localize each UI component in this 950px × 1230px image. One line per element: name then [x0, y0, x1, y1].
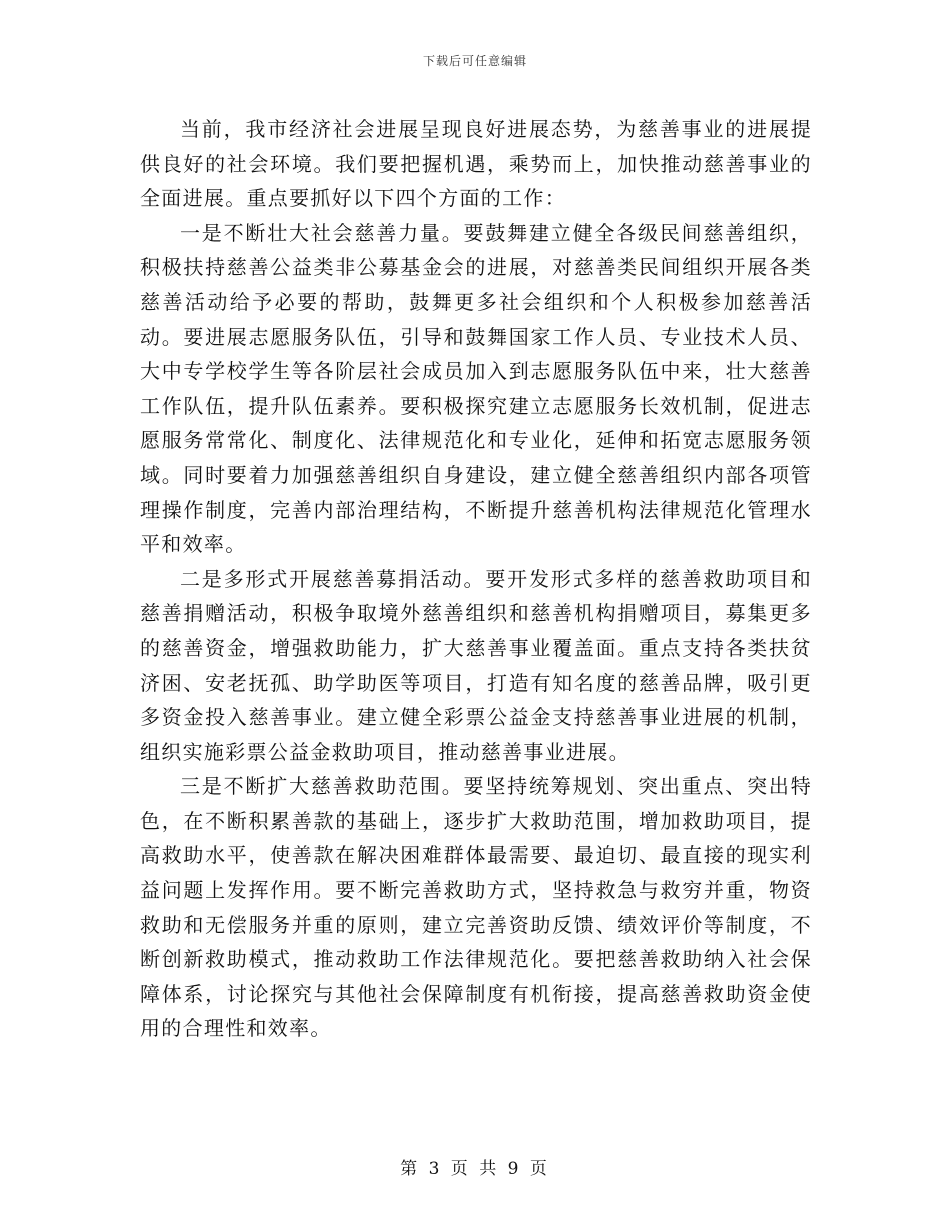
- paragraph-point-one: 一是不断壮大社会慈善力量。要鼓舞建立健全各级民间慈善组织，积极扶持慈善公益类非公募基金会的进展，对慈善类民间组织开展各类慈善活动给予必要的帮助，鼓舞更多社会组织和个人积极参加慈善活动。要进展志愿服务队伍，引导和鼓舞国家工作人员、专业技术人员、大中专学校学生等各阶层社会成员加入到志愿服务队伍中来，壮大慈善工作队伍，提升队伍素养。要积极探究建立志愿服务长效机制，促进志愿服务常常化、制度化、法律规范化和专业化，延伸和拓宽志愿服务领域。同时要着力加强慈善组织自身建设，建立健全慈善组织内部各项管理操作制度，完善内部治理结构，不断提升慈善机构法律规范化管理水平和效率。: [140, 220, 812, 557]
- paragraph-intro: 当前，我市经济社会进展呈现良好进展态势，为慈善事业的进展提供良好的社会环境。我们要把握机遇，乘势而上，加快推动慈善事业的全面进展。重点要抓好以下四个方面的工作：: [140, 117, 812, 211]
- paragraph-point-two: 二是多形式开展慈善募捐活动。要开发形式多样的慈善救助项目和慈善捐赠活动，积极争取境外慈善组织和慈善机构捐赠项目，募集更多的慈善资金，增强救助能力，扩大慈善事业覆盖面。重点支持各类扶贫济困、安老抚孤、助学助医等项目，打造有知名度的慈善品牌，吸引更多资金投入慈善事业。建立健全彩票公益金支持慈善事业进展的机制，组织实施彩票公益金救助项目，推动慈善事业进展。: [140, 566, 812, 764]
- header-note: 下载后可任意编辑: [422, 54, 527, 68]
- paragraph-point-three: 三是不断扩大慈善救助范围。要坚持统筹规划、突出重点、突出特色，在不断积累善款的基础上，逐步扩大救助范围，增加救助项目，提高救助水平，使善款在解决困难群体最需要、最迫切、最直接的现实利益问题上发挥作用。要不断完善救助方式，坚持救急与救穷并重，物资救助和无偿服务并重的原则，建立完善资助反馈、绩效评价等制度，不断创新救助模式，推动救助工作法律规范化。要把慈善救助纳入社会保障体系，讨论探究与其他社会保障制度有机衔接，提高慈善救助资金使用的合理性和效率。: [140, 774, 812, 1041]
- page-number-footer: 第 3 页 共 9 页: [400, 1159, 550, 1179]
- document-body: [140, 112, 812, 1046]
